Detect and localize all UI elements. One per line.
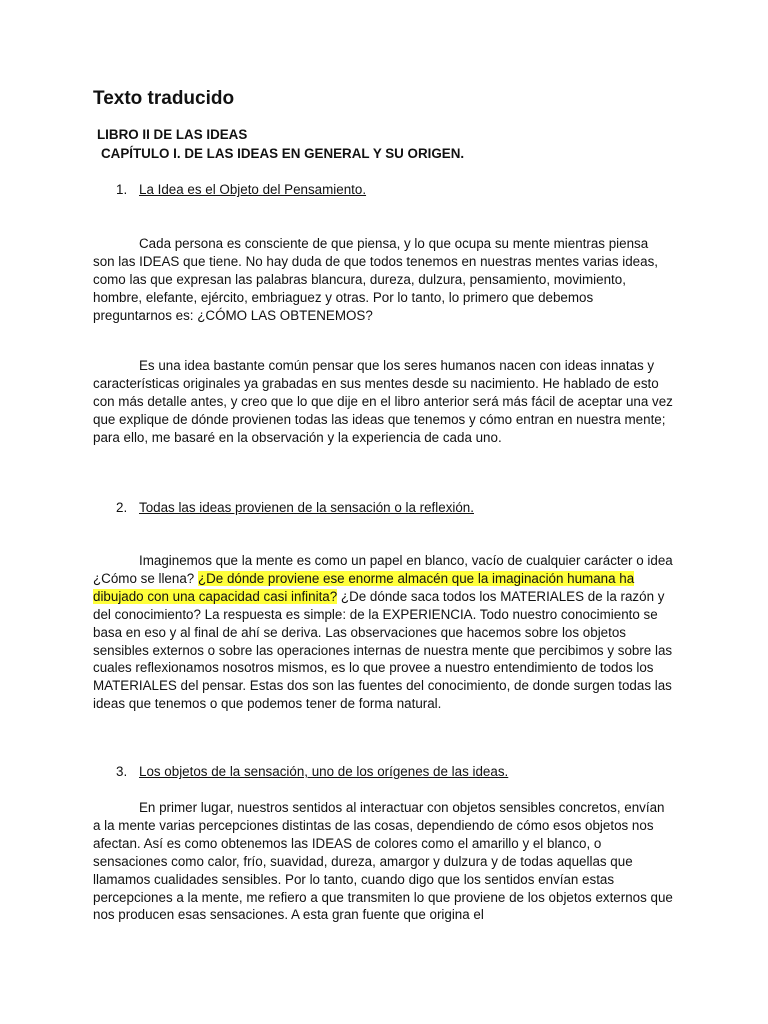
section-2-paragraph xyxy=(93,552,673,713)
section-title: Todas las ideas provienen de la sensación o la reflexión. xyxy=(139,500,474,515)
section-3-paragraph: En primer lugar, nuestros sentidos al interactuar con objetos sensibles concretos, envían a la mente varias percepciones distintas de las cosas, dependiendo de cómo esos objetos nos afectan. Así es como obtenemos las IDEAS de colores como el amarillo y el blanco, o sensaciones como calor, frío, suavidad, dureza, amargor y dulzura y de todas aquellas que llamamos cualidades sensibles. Por lo tanto, cuando digo que los sentidos envían estas percepciones a la mente, me refiero a que transmiten lo que proviene de los objetos externos que nos producen esas sensaciones. A esta gran fuente que origina el xyxy=(93,800,673,923)
book-heading: LIBRO II DE LAS IDEAS xyxy=(97,127,248,142)
highlighted-text: ¿De dónde proviene ese enorme almacén que la imaginación humana ha dibujado con una capacidad casi infinita? xyxy=(93,570,635,604)
section-3-heading xyxy=(116,763,508,781)
section-number: 1. xyxy=(116,182,128,197)
chapter-heading: CAPÍTULO I. DE LAS IDEAS EN GENERAL Y SU ORIGEN. xyxy=(101,146,465,161)
section-number: 2. xyxy=(116,500,128,515)
paragraph-text-end: ¿De dónde saca todos los MATERIALES de la razón y del conocimiento? La respuesta es simple: de la EXPERIENCIA. Todo nuestro conocimiento se basa en eso y al final de ahí se deriva. Las observaciones que hacemos sobre los objetos sensibles externos o sobre las operaciones internas de nuestra mente que percibimos y sobre las cuales reflexionamos nosotros mismos, es lo que provee a nuestro entendimiento de todos los MATERIALES del pensar. Estas dos son las fuentes del conocimiento, de donde surgen todas las ideas que tenemos o que podemos tener de forma natural. xyxy=(93,588,673,712)
section-2-heading xyxy=(116,499,474,517)
section-number: 3. xyxy=(116,764,128,779)
section-1-paragraph-1: Cada persona es consciente de que piensa, y lo que ocupa su mente mientras piensa son las IDEAS que tiene. No hay duda de que todos tenemos en nuestras mentes varias ideas, como las que expresan las palabras blancura, dureza, dulzura, pensamiento, movimiento, hombre, elefante, ejército, embriaguez y otras. Por lo tanto, lo primero que debemos preguntarnos es: ¿CÓMO LAS OBTENEMOS? xyxy=(93,236,658,323)
section-title: La Idea es el Objeto del Pensamiento. xyxy=(139,182,367,197)
section-1-heading xyxy=(116,181,366,199)
section-1-paragraph-2: Es una idea bastante común pensar que los seres humanos nacen con ideas innatas y características originales ya grabadas en sus mentes desde su nacimiento. He hablado de esto con más detalle antes, y creo que lo que dije en el libro anterior será más fácil de aceptar una vez que explique de dónde provienen todas las ideas que tenemos y cómo entran en nuestra mente; para ello, me basaré en la observación y la experiencia de cada uno. xyxy=(93,358,673,445)
page-title: Texto traducido xyxy=(93,88,235,109)
paragraph-text-start: Imaginemos que la mente es como un papel en blanco, vacío de cualquier carácter o idea ¿Cómo se llena? xyxy=(93,553,673,586)
section-title: Los objetos de la sensación, uno de los orígenes de las ideas. xyxy=(139,764,509,779)
